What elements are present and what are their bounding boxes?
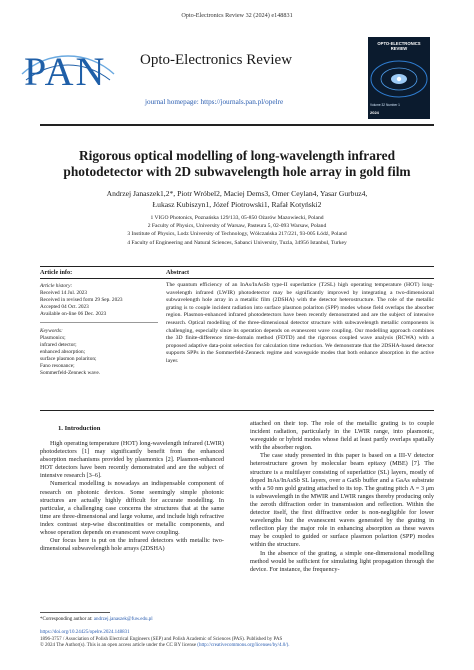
abstract-heading: Abstract (166, 269, 190, 276)
affiliation-4: 4 Faculty of Engineering and Natural Sciences, Sabanci University, Tuzla, 34956 Istanbul, Turkey (127, 239, 347, 246)
license-line (40, 643, 290, 650)
affiliation-3: 3 Institute of Physics, Lodz University of Technology, Wólczańska 217/221, 93-005 Łódź, Poland (127, 231, 347, 238)
pan-logo-text: PAN (24, 49, 107, 94)
journal-cover (368, 37, 430, 119)
keyword-3: enhanced absorption; (40, 349, 86, 355)
cover-artwork (368, 51, 430, 107)
footer (40, 630, 290, 650)
history-accepted: Accepted 04 Oct. 2023 (40, 304, 89, 310)
homepage-label: journal homepage: (145, 98, 201, 106)
doi-link[interactable]: https://doi.org/10.24425/opelre.2024.148831 (40, 630, 130, 635)
paragraph: The case study presented in this paper is based on a III-V detector heterostructure grown by molecular beam epitaxy (MBE) [7]. The structure is a multilayer consisting of superlattice (SL) layers, mostly of doped InAs/InAsSb SL layers, over a GaSb buffer and a GaAs substrate with a 50 nm gold grating attached to its top. The grating pitch Λ = 3 μm is subwavelength in the MWIR and LWIR ranges thereby producing only the zeroth diffraction order in transmission and reflection. Within the detector itself, the first diffractive order is non-negligible for lower wavelengths but the evanescent waves generated by the grating in reflection play the major role in enhancing absorption as these waves may be coupled to guided or surface plasmon polariton (SPP) modes within the structure. (250, 452, 434, 549)
license-text: © 2024 The Author(s). This is an open access article under the CC BY license (40, 643, 198, 649)
abstract-text: The quantum efficiency of an InAs/InAsSb type-II superlattice (T2SL) high operating temperature (HOT) long-wavelength infrared (LWIR) photodetector may be significantly improved by integrating a two-dimensional subwavelength hole array in a metallic film (2DSHA) with the detector heterostructure. The role of the metallic grating is to couple incident radiation into surface plasmon polariton (SPP) modes whose field overlaps the absorber region. Plasmon-enhanced infrared photodetectors have been recently demonstrated and are the subject of intensive research. Optical modelling of the three-dimensional detector structure with subwavelength metallic components is challenging, especially since its operation depends on evanescent wave coupling. Our modelling approach combines the 3D finite-difference time-domain method (FDTD) and the rigorous coupled wave analysis (RCWA) with a proposed adaptive data-point selection for calculation time reduction. We demonstrate that the 2DSHA-based detector supports SPPs in the Sommerfeld-Zenneck regime and waveguide modes that both enhance absorption in the active layer. (166, 282, 434, 364)
keywords-label: Keywords: (40, 328, 63, 334)
right-column (250, 420, 434, 574)
authors-line-2: Łukasz Kubiszyn1, Józef Piotrowski1, Rafał Kotyński2 (152, 200, 322, 209)
info-divider (40, 322, 158, 323)
article-info-heading: Article info: (40, 269, 73, 276)
issn-line: 1896-3757 / Association of Polish Electrical Engineers (SEP) and Polish Academic of Sciences (PAS). Published by PAS (40, 636, 283, 642)
license-link[interactable]: (http://creativecommons.org/licenses/by/4.0/). (197, 643, 290, 649)
authors-line-1: Andrzej Janaszek1,2*, Piotr Wróbel2, Maciej Dems3, Omer Ceylan4, Yasar Gurbuz4, (106, 189, 368, 198)
cover-title: OPTO-ELECTRONICS REVIEW (377, 41, 421, 51)
keyword-5: Fano resonance; (40, 363, 75, 369)
header-rule (40, 124, 434, 126)
section-heading: 1. Introduction (58, 425, 101, 432)
footnote-label: *Corresponding author at: (40, 617, 94, 622)
cover-subtitle: Volume 32 Number 1 (370, 103, 400, 107)
paragraph: Numerical modelling is nowadays an indispensable component of research on photonic devices. Some seemingly simple photonic structures are actually highly difficult for accurate modelling. In particular, a challenging case concerns the structures that at the same time are three-dimensional and large volume, and include high refractive index contrast step-wise discontinuities or metallic components, and whose operation depends on evanescent wave coupling. (40, 480, 224, 537)
info-rule-mid (40, 278, 434, 279)
journal-title: Opto-Electronics Review (140, 52, 293, 68)
paragraph: Our focus here is put on the infrared detectors with metallic two-dimensional subwavelength hole arrays (2DSHA) (40, 537, 224, 553)
affiliation-2: 2 Faculty of Physics, University of Warsaw, Pasteura 5, 02-093 Warsaw, Poland (147, 223, 327, 230)
author-email-link[interactable]: andrzej.janaszek@fuw.edu.pl (93, 617, 153, 622)
keyword-2: infrared detector; (40, 342, 77, 348)
history-label: Article history: (40, 283, 73, 289)
running-header: Opto-Electronics Review 32 (2024) e148831 (181, 12, 293, 19)
history-online: Available on-line 06 Dec. 2023 (40, 311, 107, 317)
corresponding-author (40, 617, 220, 622)
keyword-6: Sommerfeld-Zenneck wave. (40, 370, 101, 376)
affiliation-1: 1 VIGO Photonics, Poznańska 129/133, 05-850 Ożarów Mazowiecki, Poland (150, 215, 324, 221)
paragraph: In the absence of the grating, a simple one-dimensional modelling method would be sufficient for simulating light propagation through the device. For instance, the frequency- (250, 549, 434, 573)
affiliations (40, 214, 434, 247)
paragraph: High operating temperature (HOT) long-wavelength infrared (LWIR) photodetectors [1] may significantly benefit from the enhanced absorption mechanisms provided by plasmonics [2]. Plasmon-enhanced HOT detectors have been recently demonstrated and are the subject of intensive research [3–6]. (40, 440, 224, 480)
journal-homepage (145, 98, 283, 106)
cover-year: 2024 (370, 110, 379, 115)
keyword-1: Plasmonics; (40, 335, 66, 341)
title-line-2: photodetector with 2D subwavelength hole array in gold film (63, 164, 411, 179)
author-list (40, 188, 434, 210)
left-column (40, 440, 224, 553)
abstract-rule-bottom (40, 410, 434, 411)
title-line-1: Rigorous optical modelling of long-wavelength infrared (78, 148, 396, 163)
paper-title (40, 148, 434, 180)
article-history (40, 283, 158, 318)
history-received: Received 14 Jul. 2023 (40, 290, 88, 296)
keyword-4: surface plasmon polariton; (40, 356, 97, 362)
info-rule-top (40, 266, 434, 267)
footnote-rule (40, 612, 110, 613)
homepage-link[interactable]: https://journals.pan.pl/opelre (200, 98, 284, 106)
history-revised: Received in revised form 29 Sep. 2023 (40, 297, 123, 303)
paragraph: attached on their top. The role of the metallic grating is to couple incident radiation, particularly in the LWIR range, into plasmonic, waveguide or hybrid modes whose field at least partly overlaps spatially with the absorber region. (250, 420, 434, 452)
keywords (40, 328, 158, 377)
